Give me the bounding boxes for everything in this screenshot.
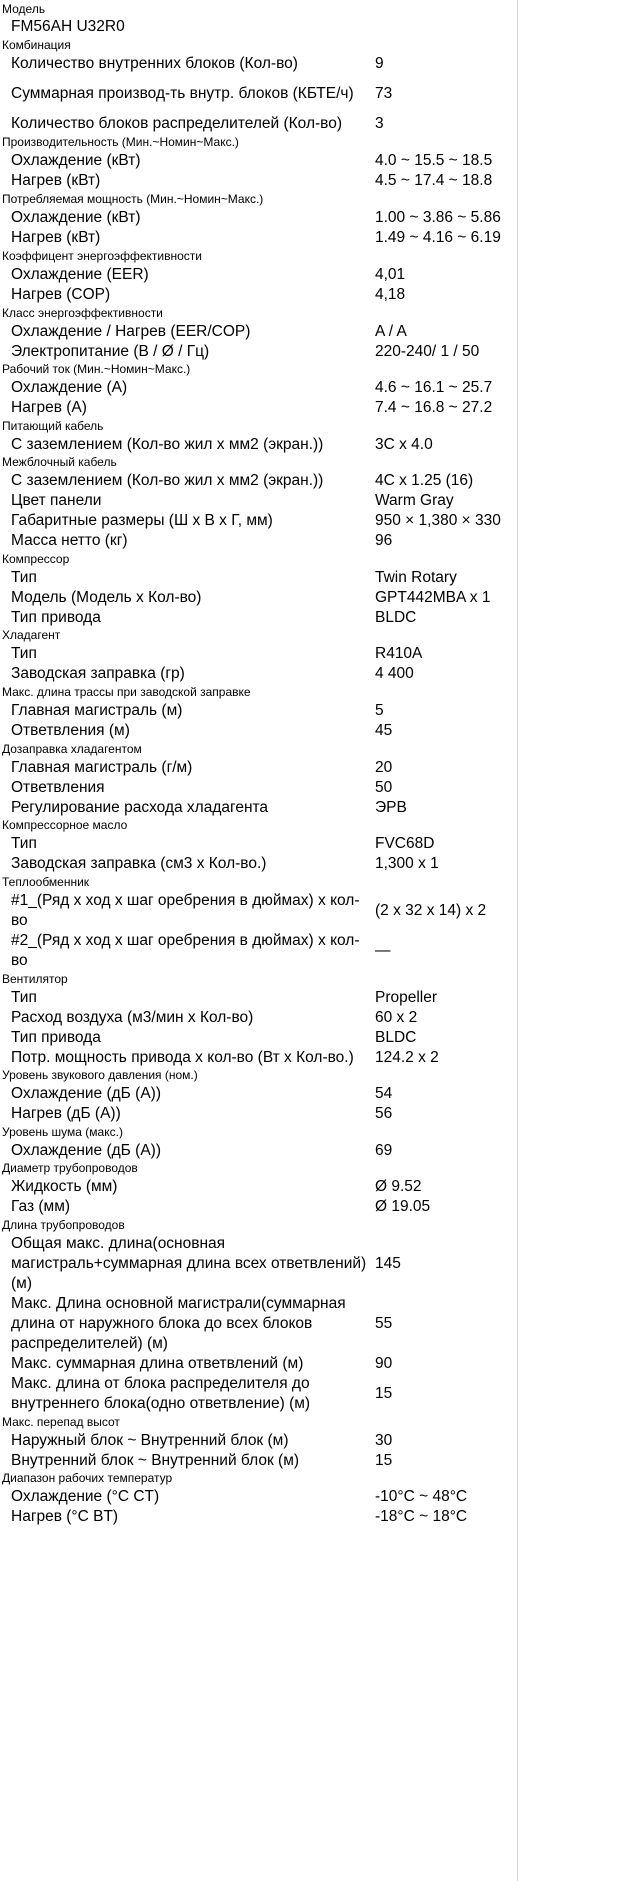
spec-value: A / A [375,323,407,340]
spec-label: Тип [11,645,37,662]
spec-value: Twin Rotary [375,569,457,586]
spec-value: 20 [375,759,393,776]
spec-value: 15 [375,1452,393,1469]
spec-label: Охлаждение (A) [11,379,128,396]
spec-label: Расход воздуха (м3/мин x Кол-во) [11,1009,254,1026]
section-title-refrigerant: Хладагент [2,628,61,642]
section-title-height-difference: Макс. перепад высот [2,1415,120,1429]
spec-label: С заземлением (Кол-во жил x мм2 (экран.)) [11,436,324,453]
spec-label: Макс. длина от блока распределителя до внутреннего блока(одно ответвление) (м) [11,1375,311,1412]
spec-value: 4,18 [375,286,406,303]
spec-label: Нагрев (кВт) [11,172,101,189]
spec-label: Нагрев (°C BT) [11,1508,119,1525]
spec-value: 4.6 ~ 16.1 ~ 25.7 [375,379,493,396]
spec-value: R410A [375,645,423,662]
spec-value: 3 [375,115,384,132]
spec-label: Заводская заправка (гр) [11,665,185,682]
spec-value: -18°C ~ 18°C [375,1508,468,1525]
section-title-max-length-factory-charge: Макс. длина трассы при заводской заправке [2,685,251,699]
section-title-power-input: Потребляемая мощность (Мин.~Номин~Макс.) [2,192,264,206]
spec-label: Внутренний блок ~ Внутренний блок (м) [11,1452,300,1469]
spec-label: Охлаждение (кВт) [11,209,141,226]
spec-label: Жидкость (мм) [11,1178,118,1195]
spec-label: #1_(Ряд x ход x шаг оребрения в дюймах) x кол-во [11,892,360,929]
spec-value: 55 [375,1315,393,1332]
section-title-power-cable: Питающий кабель [2,419,104,433]
spec-label: Электропитание (В / Ø / Гц) [11,343,210,360]
section-title-noise-max: Уровень шума (макс.) [2,1125,123,1139]
section-title-compressor-oil: Компрессорное масло [2,818,128,832]
spec-label: Главная магистраль (г/м) [11,759,193,776]
spec-value: FVC68D [375,835,435,852]
spec-value: 4,01 [375,266,406,283]
spec-label: Ответвления [11,779,105,796]
section-title-compressor: Компрессор [2,552,70,566]
spec-value: 73 [375,85,393,102]
spec-value: 5 [375,702,384,719]
spec-label: Макс. суммарная длина ответвлений (м) [11,1355,304,1372]
spec-label: Регулирование расхода хладагента [11,799,269,816]
spec-value: 4.0 ~ 15.5 ~ 18.5 [375,152,493,169]
spec-value: 15 [375,1385,393,1402]
spec-label: Тип привода [11,1029,101,1046]
spec-value: 1.49 ~ 4.16 ~ 6.19 [375,229,501,246]
spec-label: Модель (Модель x Кол-во) [11,589,202,606]
spec-label: Охлаждение (EER) [11,266,149,283]
spec-label: Масса нетто (кг) [11,532,128,549]
spec-value: BLDC [375,1029,417,1046]
spec-value: Warm Gray [375,492,454,509]
section-title-capacity: Производительность (Мин.~Номин~Макс.) [2,135,239,149]
spec-label: Нагрев (кВт) [11,229,101,246]
section-title-fan: Вентилятор [2,972,68,986]
spec-value: -10°C ~ 48°C [375,1488,468,1505]
spec-value: 1,300 x 1 [375,855,439,872]
section-title-interunit-cable: Межблочный кабель [2,455,117,469]
spec-value: GPT442MBA x 1 [375,589,491,606]
spec-label: Ответвления (м) [11,722,130,739]
spec-value: 90 [375,1355,393,1372]
spec-label: С заземлением (Кол-во жил x мм2 (экран.)) [11,472,324,489]
model-name: FM56AH U32R0 [11,18,125,35]
spec-value: 3C x 4.0 [375,436,433,453]
spec-value: — [375,942,391,959]
spec-label: Общая макс. длина(основная магистраль+суммарная длина всех ответвлений) (м) [11,1235,367,1292]
spec-label: Количество внутренних блоков (Кол-во) [11,55,298,72]
spec-label: Потр. мощность привода x кол-во (Вт x Кол-во.) [11,1049,354,1066]
spec-value: 96 [375,532,393,549]
spec-label: Тип [11,835,37,852]
spec-value: Propeller [375,989,438,1006]
spec-value: ЭРВ [375,799,407,816]
section-title-combination: Комбинация [2,38,71,52]
spec-label: Наружный блок ~ Внутренний блок (м) [11,1432,289,1449]
spec-label: Нагрев (дБ (А)) [11,1105,121,1122]
spec-label: Тип привода [11,609,101,626]
spec-label: Главная магистраль (м) [11,702,183,719]
spec-label: Охлаждение (кВт) [11,152,141,169]
section-title-current: Рабочий ток (Мин.~Номин~Макс.) [2,362,191,376]
spec-value: BLDC [375,609,417,626]
spec-label: Суммарная производ-ть внутр. блоков (КБТЕ/ч) [11,85,354,102]
section-title-operating-temperature: Диапазон рабочих температур [2,1471,173,1485]
section-title-sound-pressure: Уровень звукового давления (ном.) [2,1068,198,1082]
spec-value: (2 x 32 x 14) x 2 [375,902,487,919]
spec-value: 4C x 1.25 (16) [375,472,474,489]
section-title-heat-exchanger: Теплообменник [2,875,90,889]
spec-value: 50 [375,779,393,796]
section-title-additional-charge: Дозаправка хладагентом [2,742,142,756]
spec-label: Нагрев (COP) [11,286,111,303]
spec-label: Газ (мм) [11,1198,71,1215]
spec-label: Тип [11,569,37,586]
section-title-efficiency: Коэффицент энергоэффективности [2,249,202,263]
spec-label: Нагрев (A) [11,399,87,416]
section-title-pipe-diameter: Диаметр трубопроводов [2,1161,138,1175]
spec-value: 950 × 1,380 × 330 [375,512,501,529]
spec-value: 9 [375,55,384,72]
spec-value: 56 [375,1105,393,1122]
spec-value: Ø 9.52 [375,1178,422,1195]
spec-value: 30 [375,1432,393,1449]
spec-label: Тип [11,989,37,1006]
spec-label: Охлаждение / Нагрев (EER/COP) [11,323,251,340]
spec-label: Заводская заправка (см3 x Кол-во.) [11,855,267,872]
section-title-energy-class: Класс энергоэффективности [2,306,163,320]
spec-value: 60 x 2 [375,1009,418,1026]
spec-value: 220-240/ 1 / 50 [375,343,480,360]
spec-label: Охлаждение (дБ (А)) [11,1085,161,1102]
spec-label: Количество блоков распределителей (Кол-во) [11,115,342,132]
spec-value: 54 [375,1085,393,1102]
spec-value: Ø 19.05 [375,1198,431,1215]
spec-label: Охлаждение (°C CT) [11,1488,160,1505]
section-title-model: Модель [2,2,46,16]
spec-label: #2_(Ряд x ход x шаг оребрения в дюймах) x кол-во [11,932,360,969]
spec-value: 4 400 [375,665,414,682]
section-title-pipe-length: Длина трубопроводов [2,1218,125,1232]
spec-value: 45 [375,722,393,739]
spec-value: 145 [375,1255,401,1272]
spec-label: Охлаждение (дБ (А)) [11,1142,161,1159]
spec-value: 124.2 x 2 [375,1049,439,1066]
spec-value: 4.5 ~ 17.4 ~ 18.8 [375,172,493,189]
spec-label: Габаритные размеры (Ш x В x Г, мм) [11,512,273,529]
spec-value: 7.4 ~ 16.8 ~ 27.2 [375,399,493,416]
spec-label: Макс. Длина основной магистрали(суммарная длина от наружного блока до всех блоков распределителей) (м) [11,1295,346,1352]
spec-label: Цвет панели [11,492,102,509]
spec-value: 69 [375,1142,393,1159]
spec-value: 1.00 ~ 3.86 ~ 5.86 [375,209,501,226]
